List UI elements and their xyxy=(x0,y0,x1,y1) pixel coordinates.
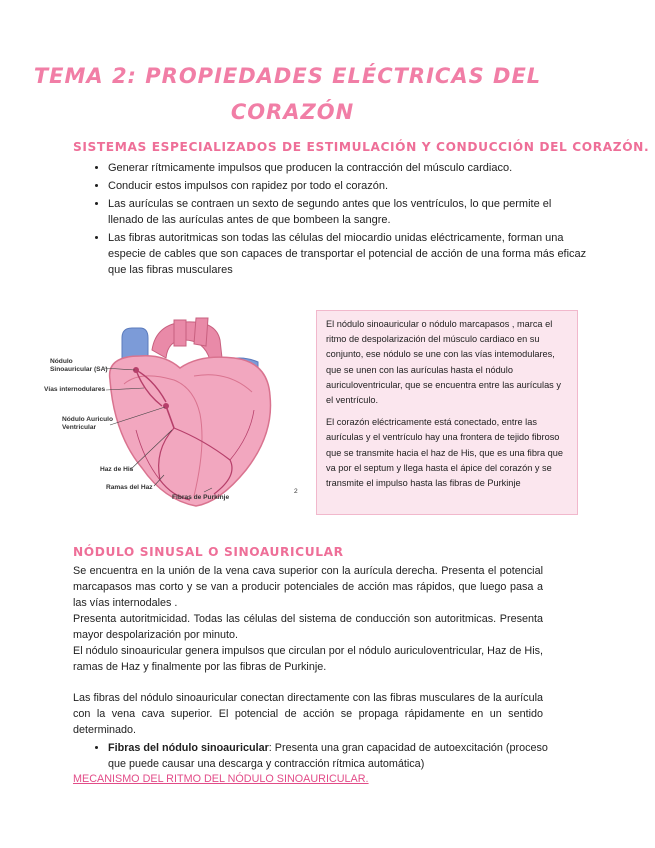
label-haz-de-his: Haz de His xyxy=(100,466,134,473)
paragraph-2: Presenta autoritmicidad. Todas las células del sistema de conducción son autoritmicas. Presenta mayor despolarización por minuto. xyxy=(73,613,543,642)
heart-illustration xyxy=(44,310,314,510)
label-ramas-del-haz: Ramas del Haz xyxy=(106,484,153,491)
paragraph-4: Las fibras del nódulo sinoauricular conectan directamente con las fibras musculares de la aurícula con la vena cava superior. El potencial de acción se propaga rápidamente en un sentido determinado. xyxy=(73,692,543,737)
paragraph-1: Se encuentra en la unión de la vena cava superior con la aurícula derecha. Presenta el potencial marcapasos mas corto y se van a producir potenciales de acción mas rápidos, que luego pasa a las vías internodales . xyxy=(73,565,543,610)
label-av-node: Nódulo Auriculo Ventricular xyxy=(62,416,114,431)
sub-bullet-text: : Presenta una gran capacidad de autoexcitación (proceso que puede causar una descarga y contracción rítmica automática) xyxy=(108,742,548,770)
info-paragraph-2: El corazón eléctricamente está conectado, entre las aurículas y el ventrículo hay una frontera de tejido fibroso que se transmite hacia el haz de His, que es una fibra que va por el septum y llega hasta el ápice del corazón y se transmite el impulso hasta las fibras de Purkinje xyxy=(326,417,563,489)
page-title-line2: CORAZÓN xyxy=(230,100,355,124)
figure-number: 2 xyxy=(294,488,298,495)
info-box-nodulo xyxy=(316,310,578,515)
section-heading-sistemas: SISTEMAS ESPECIALIZADOS DE ESTIMULACIÓN Y CONDUCCIÓN DEL CORAZÓN. xyxy=(73,140,650,154)
info-paragraph-1: El nódulo sinoauricular o nódulo marcapasos , marca el ritmo de despolarización del músculo cardiaco en su conjunto, ese nódulo se une con las vías intemodulares, que se unen con las aurículas hasta el nódulo auriculoventricular, que se encuentra entre las aurículas y el ventrículo. xyxy=(326,319,561,406)
list-item xyxy=(108,740,558,772)
label-fibras-purkinje: Fibras de Purkinje xyxy=(172,494,230,501)
list-item: • Las aurículas se contraen un sexto de segundo antes que los ventrículos, lo que permite el llenado de las aurículas antes de que bombeen la sangre. xyxy=(108,196,588,228)
list-item: • Conducir estos impulsos con rapidez por todo el corazón. xyxy=(108,178,588,194)
label-vias-internodulares: Vías internodulares xyxy=(44,386,106,393)
list-item: • Las fibras autoritmicas son todas las células del miocardio unidas eléctricamente, forman una especie de cables que son capaces de transportar el potencial de acción de una forma más eficaz que las fibras musculares xyxy=(108,230,588,278)
label-sa-node: Nódulo Sinoauricular (SA) xyxy=(50,358,108,373)
section-heading-mecanismo[interactable]: MECANISMO DEL RITMO DEL NÓDULO SINOAURICULAR. xyxy=(73,773,369,785)
paragraph-3: El nódulo sinoauricular genera impulsos que circulan por el nódulo auriculoventricular, Haz de His, ramas de Haz y finalmente por las fibras de Purkinje. xyxy=(73,645,543,674)
list-item: • Generar rítmicamente impulsos que producen la contracción del músculo cardiaco. xyxy=(108,160,588,176)
heart-conduction-diagram xyxy=(44,310,314,510)
bullet-list-sistemas xyxy=(73,160,588,280)
sub-bullet-list xyxy=(93,740,558,772)
page-title-line1: TEMA 2: PROPIEDADES ELÉCTRICAS DEL xyxy=(33,64,542,88)
section-heading-nodulo-sinusal: NÓDULO SINUSAL O SINOAURICULAR xyxy=(73,545,344,559)
sub-bullet-bold: Fibras del nódulo sinoauricular xyxy=(108,742,269,754)
